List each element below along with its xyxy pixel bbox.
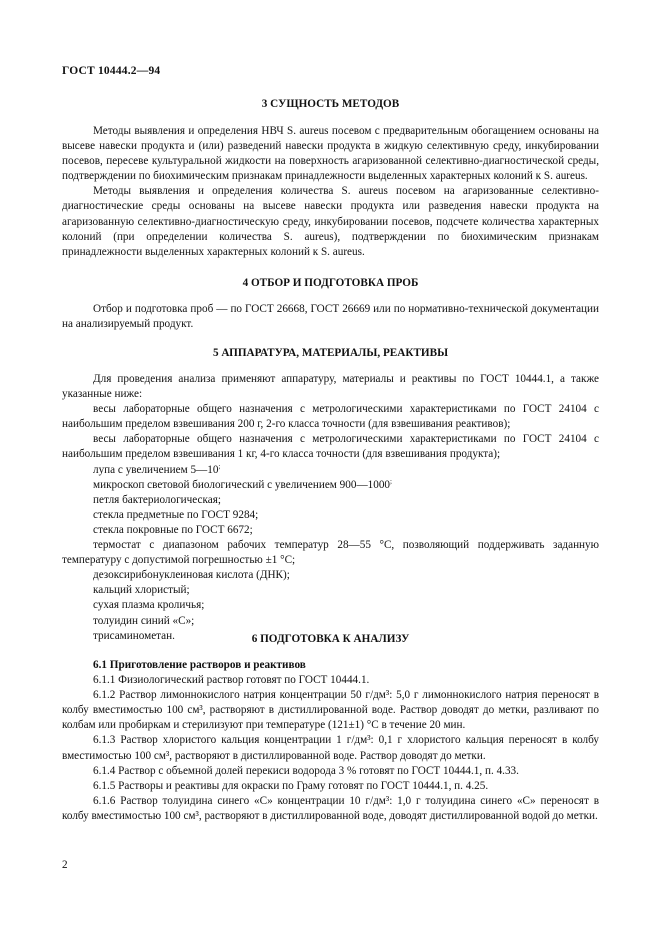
paragraph-6-1-5: 6.1.5 Растворы и реактивы для окраски по Граму готовят по ГОСТ 10444.1, п. 4.25.	[93, 779, 489, 792]
section-3-paragraph-2: Методы выявления и определения количества S. aureus посевом на агаризованные селективно-диагностические среды основаны на высеве навески продукта или разведения навески продукта на агаризованную селективно-диагностическую среду, инкубировании посевов, подсчете количества характерных колоний (при определении количества S. aureus), подтверждении по биохимическим признакам принадлежности выделенных характерных колоний к S. aureus.	[62, 185, 599, 258]
section-5-scales-1: весы лабораторные общего назначения с метрологическими характеристиками по ГОСТ 24104 с наибольшим пределом взвешивания 200 г, 2-го класса точности (для взвешивания реактивов);	[62, 403, 599, 431]
section-6-body	[62, 658, 599, 824]
section-3-body	[62, 124, 599, 260]
list-item: кальций хлористый;	[93, 584, 190, 597]
list-item: лупа с увеличением 5—10;	[93, 461, 221, 476]
section-4-paragraph-1: Отбор и подготовка проб — по ГОСТ 26668, ГОСТ 26669 или по нормативно-технической документации на анализируемый продукт.	[62, 303, 599, 331]
section-6-title: 6 ПОДГОТОВКА К АНАЛИЗУ	[251, 633, 410, 645]
list-item: сухая плазма кроличья;	[93, 599, 205, 612]
paragraph-6-1-4: 6.1.4 Раствор с объемной долей перекиси водорода 3 % готовят по ГОСТ 10444.1, п. 4.33.	[93, 764, 519, 777]
section-5-body	[62, 372, 599, 644]
paragraph-6-1-3: 6.1.3 Раствор хлористого кальция концентрации 1 г/дм³: 0,1 г хлористого кальция переносят в колбу вместимостью 100 см³, растворяют в дистиллированной воде. Раствор доводят до метки.	[62, 734, 599, 762]
page-number: 2	[62, 859, 68, 871]
section-4-title: 4 ОТБОР И ПОДГОТОВКА ПРОБ	[242, 277, 419, 289]
list-item: дезоксирибонуклеиновая кислота (ДНК);	[93, 569, 290, 582]
paragraph-6-1-1: 6.1.1 Физиологический раствор готовят по ГОСТ 10444.1.	[93, 674, 370, 687]
section-5-title: 5 АППАРАТУРА, МАТЕРИАЛЫ, РЕАКТИВЫ	[212, 347, 449, 359]
section-5-scales-2: весы лабораторные общего назначения с метрологическими характеристиками по ГОСТ 24104 с наибольшим пределом взвешивания 1 кг, 4-го класса точности (для взвешивания продукта);	[62, 433, 599, 461]
section-5-thermostat: термостат с диапазоном рабочих температур 28—55 °С, позволяющий поддерживать заданную температуру с допустимой погрешностью ±1 °С;	[62, 539, 599, 567]
document-header: ГОСТ 10444.2—94	[62, 65, 161, 77]
list-item: трисаминометан.	[93, 629, 175, 642]
list-item: стекла покровные по ГОСТ 6672;	[93, 523, 253, 536]
list-item: петля бактериологическая;	[93, 493, 221, 506]
list-item: микроскоп световой биологический с увеличением 900—1000;	[93, 476, 392, 491]
paragraph-6-1-6: 6.1.6 Раствор толуидина синего «С» концентрации 10 г/дм³: 1,0 г толуидина синего «С» переносят в колбу вместимостью 100 см³, растворяют в дистиллированной воде, доводят дистиллированной водой до метки.	[62, 794, 599, 822]
list-item: стекла предметные по ГОСТ 9284;	[93, 508, 259, 521]
section-3-paragraph-1: Методы выявления и определения НВЧ S. aureus посевом с предварительным обогащением основаны на высеве навески продукта и (или) разведений навески продукта в жидкую селективную среду, инкубировании посевов, пересеве культуральной жидкости на поверхность агаризованной селективно-диагностической среды, подтверждении по биохимическим признакам принадлежности выделенных характерных колоний к S. aureus.	[62, 125, 599, 183]
section-3-title: 3 СУЩНОСТЬ МЕТОДОВ	[261, 98, 400, 110]
section-4-body	[62, 302, 599, 332]
section-5-intro: Для проведения анализа применяют аппаратуру, материалы и реактивы по ГОСТ 10444.1, а также указанные ниже:	[62, 373, 599, 401]
paragraph-6-1-2: 6.1.2 Раствор лимоннокислого натрия концентрации 50 г/дм³: 5,0 г лимоннокислого натрия переносят в колбу вместимостью 100 см³, растворяют в дистиллированной воде. Раствор доводят до метки, разливают по колбам или пробиркам и стерилизуют при температуре (121±1) °С в течение 20 мин.	[62, 689, 599, 732]
subsection-6-1-title: 6.1 Приготовление растворов и реактивов	[93, 659, 306, 671]
list-item: толуидин синий «С»;	[93, 614, 195, 627]
